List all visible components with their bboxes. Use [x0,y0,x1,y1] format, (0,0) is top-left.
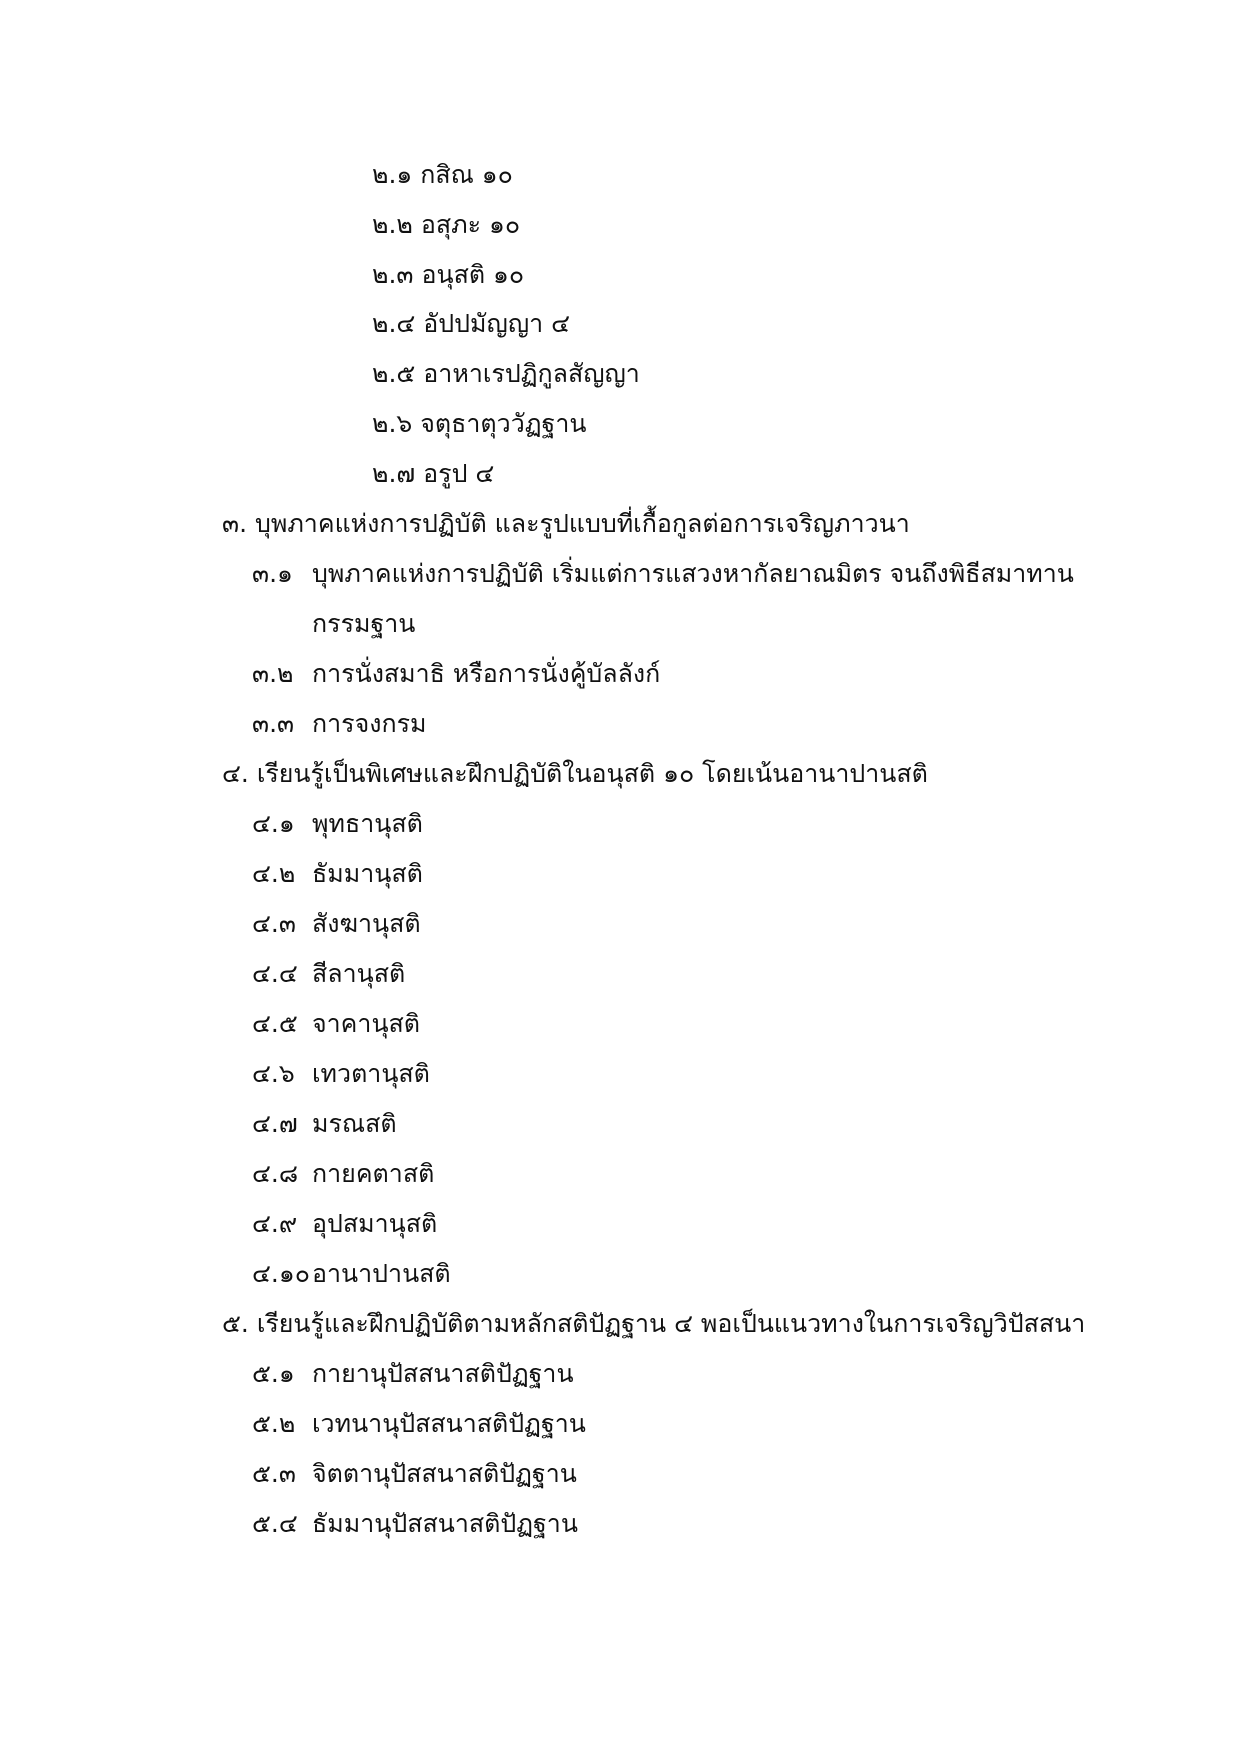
list-item-text: การนั่งสมาธิ หรือการนั่งคู้บัลลังก์ [312,659,661,688]
list-item-text: สีลานุสติ [312,959,406,988]
list-item-number: ๕.๒ [252,1409,296,1438]
list-item-text: เวทนานุปัสสนาสติปัฏฐาน [312,1409,586,1438]
list-item-number: ๓.๓ [252,709,295,738]
list-item-text: อุปสมานุสติ [312,1209,438,1238]
list-item-text: สังฆานุสติ [312,909,421,938]
list-item-number: ๔.๕ [252,1009,298,1038]
list-item-text: พุทธานุสติ [312,809,423,838]
list-item-text: กรรมฐาน [312,609,416,638]
list-item-text: กายานุปัสสนาสติปัฏฐาน [312,1359,574,1388]
list-item-text: กายคตาสติ [312,1159,435,1188]
list-item-text: ๒.๓ อนุสติ ๑๐ [372,260,525,289]
list-item-text: มรณสติ [312,1109,397,1138]
list-item-text: ๒.๒ อสุภะ ๑๐ [372,210,521,239]
list-item-text: ๒.๕ อาหาเรปฏิกูลสัญญา [372,359,640,388]
list-item-number: ๔.๓ [252,909,296,938]
list-item-number: ๔.๗ [252,1109,298,1138]
list-item-number: ๓.๑ [252,559,293,588]
list-item-text: บุพภาคแห่งการปฏิบัติ เริ่มแต่การแสวงหากัลยาณมิตร จนถึงพิธีสมาทาน [312,559,1074,588]
list-item-number: ๔.๖ [252,1059,295,1088]
list-item-text: ธัมมานุปัสสนาสติปัฏฐาน [312,1509,578,1538]
list-item-number: ๔.๒ [252,859,296,888]
list-item-text: ๒.๔ อัปปมัญญา ๔ [372,309,571,338]
list-item-text: จิตตานุปัสสนาสติปัฏฐาน [312,1459,577,1488]
list-item-text: จาคานุสติ [312,1009,421,1038]
list-item-number: ๔.๑ [252,809,295,838]
list-item-number: ๔.๑๐ [252,1259,310,1288]
list-item-text: เทวตานุสติ [312,1059,430,1088]
section-heading-text: ๔. เรียนรู้เป็นพิเศษและฝึกปฏิบัติในอนุสติ ๑๐ โดยเน้นอานาปานสติ [222,759,928,788]
list-item-text: การจงกรม [312,709,427,738]
list-item-number: ๕.๓ [252,1459,296,1488]
list-item-number: ๔.๘ [252,1159,299,1188]
list-item-number: ๔.๙ [252,1209,298,1238]
list-item-text: อานาปานสติ [312,1259,451,1288]
list-item-number: ๕.๑ [252,1359,295,1388]
list-item-number: ๔.๔ [252,959,298,988]
list-item-text: ๒.๗ อรูป ๔ [372,459,495,488]
list-item-number: ๕.๔ [252,1509,298,1538]
section-heading-text: ๓. บุพภาคแห่งการปฏิบัติ และรูปแบบที่เกื้อกูลต่อการเจริญภาวนา [222,509,910,538]
list-item-text: ๒.๖ จตุธาตุววัฏฐาน [372,409,587,438]
list-item-text: ธัมมานุสติ [312,859,423,888]
section-heading-text: ๕. เรียนรู้และฝึกปฏิบัติตามหลักสติปัฏฐาน ๔ พอเป็นแนวทางในการเจริญวิปัสสนา [222,1309,1086,1338]
list-item-text: ๒.๑ กสิณ ๑๐ [372,160,513,189]
list-item-number: ๓.๒ [252,659,294,688]
